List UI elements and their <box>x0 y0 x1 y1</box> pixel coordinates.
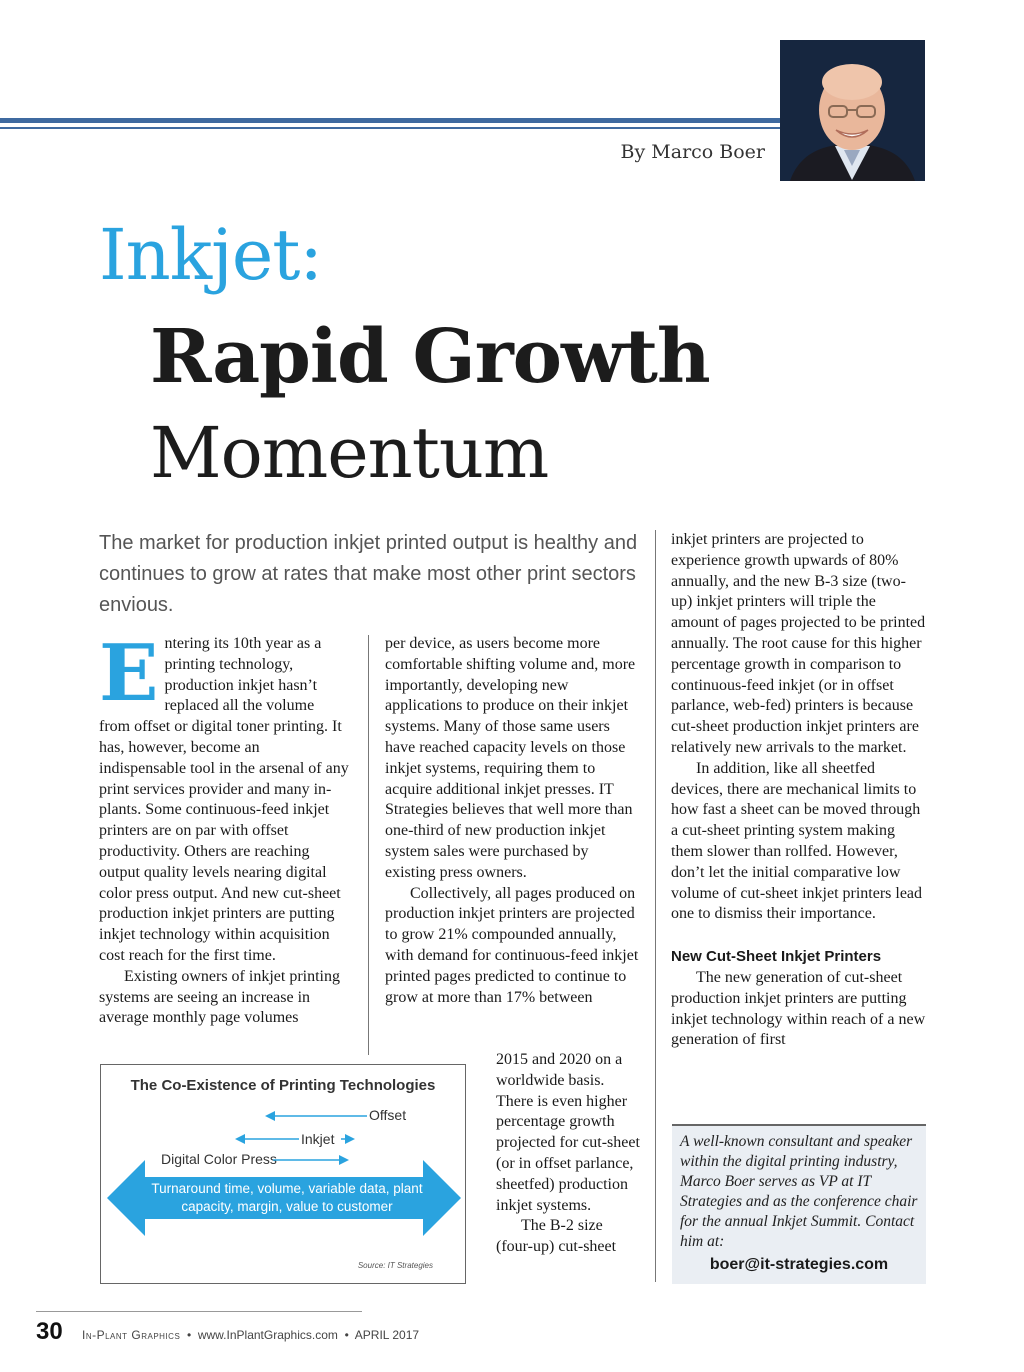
column1-paragraph-1-text: ntering its 10th year as a printing technology, production inkjet hasn’t replaced all the volume from offset or digital toner printing. It has, however, become an indispensable tool in the arsenal of any print services provider and many in-plants. Some continuous-feed inkjet printers are on par with offset productivity. Others are reaching output quality levels nearing digital color press output. And new cut-sheet production inkjet printers are putting inkjet technology within acquisition cost reach for the first time. <box>99 635 349 964</box>
drop-cap: E <box>99 628 159 719</box>
footer-publication: In-Plant Graphics <box>82 1328 181 1342</box>
coexistence-figure <box>100 1064 466 1284</box>
footer-line <box>82 1328 419 1342</box>
column1-paragraph-1 <box>99 628 349 967</box>
page-number: 30 <box>36 1318 63 1345</box>
figure-title: The Co-Existence of Printing Technologies <box>130 1077 436 1094</box>
value-double-arrow <box>107 1160 461 1236</box>
column-divider-2 <box>655 530 656 1282</box>
author-photo <box>780 40 925 181</box>
label-digital-color-press: Digital Color Press <box>161 1151 277 1167</box>
author-email[interactable]: boer@it-strategies.com <box>709 1256 889 1273</box>
deck: The market for production inkjet printed output is healthy and continues to grow at rates that make most other print sectors envious. <box>99 532 638 616</box>
author-bio: A well-known consultant and speaker within the digital printing industry, Marco Boer serves as VP at IT Strategies and as the conference chair for the annual Inkjet Summit. Contact him at: <box>680 1133 918 1250</box>
label-inkjet: Inkjet <box>301 1131 335 1147</box>
figure-diagram <box>101 1065 465 1283</box>
digital-press-arrow <box>273 1155 349 1165</box>
footer-url[interactable]: www.InPlantGraphics.com <box>197 1328 338 1342</box>
column2-paragraph-2-continued: 2015 and 2020 on a worldwide basis. There is even higher percentage growth projected for cut-sheet (or in offset parlance, sheetfed) production inkjet systems. <box>496 1051 640 1214</box>
article-column-1 <box>99 628 349 1029</box>
headline-line-3: Momentum <box>150 412 549 494</box>
column2-paragraph-3: The B-2 size (four-up) cut-sheet <box>496 1217 617 1256</box>
article-column-3 <box>671 530 927 1051</box>
footer-bullet-2: • <box>344 1328 349 1342</box>
column3-paragraph-3: The new generation of cut-sheet production inkjet printers are putting inkjet technology within reach of a new generation of first <box>671 968 926 1049</box>
arrow-text-line-2: capacity, margin, value to customer <box>181 1199 393 1214</box>
article-column-2 <box>385 634 640 1008</box>
headline-line-1: Inkjet: <box>99 214 322 296</box>
figure-source: Source: IT Strategies <box>357 1261 433 1270</box>
article-column-2-continued <box>496 1050 642 1258</box>
author-bio-box <box>672 1124 926 1284</box>
footer-rule <box>36 1311 362 1312</box>
inkjet-arrow <box>235 1134 355 1144</box>
footer-issue: APRIL 2017 <box>354 1328 420 1342</box>
footer-bullet-1: • <box>186 1328 192 1342</box>
label-offset: Offset <box>369 1107 407 1123</box>
section-subhead: New Cut-Sheet Inkjet Printers <box>671 948 882 966</box>
byline: By Marco Boer <box>620 141 765 163</box>
column1-paragraph-2: Existing owners of inkjet printing systems are seeing an increase in average monthly page volumes <box>99 967 340 1027</box>
column-divider-1 <box>368 635 369 1055</box>
offset-arrow <box>265 1111 367 1121</box>
header-rule-thick <box>0 118 780 123</box>
column2-paragraph-1: per device, as users become more comfortable shifting volume and, more importantly, developing new applications to produce on their inkjet systems. Many of those same users have reached capacity levels on those inkjet systems, requiring them to acquire additional inkjet presses. IT Strategies believes that well more than one-third of new production inkjet system sales were purchased by existing press owners. <box>385 635 636 881</box>
headline-line-2: Rapid Growth <box>150 314 710 400</box>
column3-paragraph-1: inkjet printers are projected to experience growth upwards of 80% annually, and the new B-3 size (two-up) inkjet printers will triple the amount of pages projected to be printed annually. The root cause for this higher percentage growth in comparison to continuous-feed inkjet (or in offset parlance, web-fed) printers is because cut-sheet production inkjet printers are relatively new arrivals to the market. <box>671 531 926 756</box>
arrow-text-line-1: Turnaround time, volume, variable data, plant <box>151 1181 423 1196</box>
column3-paragraph-2: In addition, like all sheetfed devices, there are mechanical limits to how fast a sheet can be moved through a cut-sheet printing system making them slower than rollfed. However, don’t let the initial comparative low volume of cut-sheet inkjet printers lead one to dismiss their importance. <box>671 759 923 923</box>
header-rule-thin <box>0 127 780 129</box>
column2-paragraph-2: Collectively, all pages produced on production inkjet printers are projected to grow 21% compounded annually, with demand for continuous-feed inkjet printed pages predicted to continue to grow at more than 17% between <box>385 884 639 1006</box>
